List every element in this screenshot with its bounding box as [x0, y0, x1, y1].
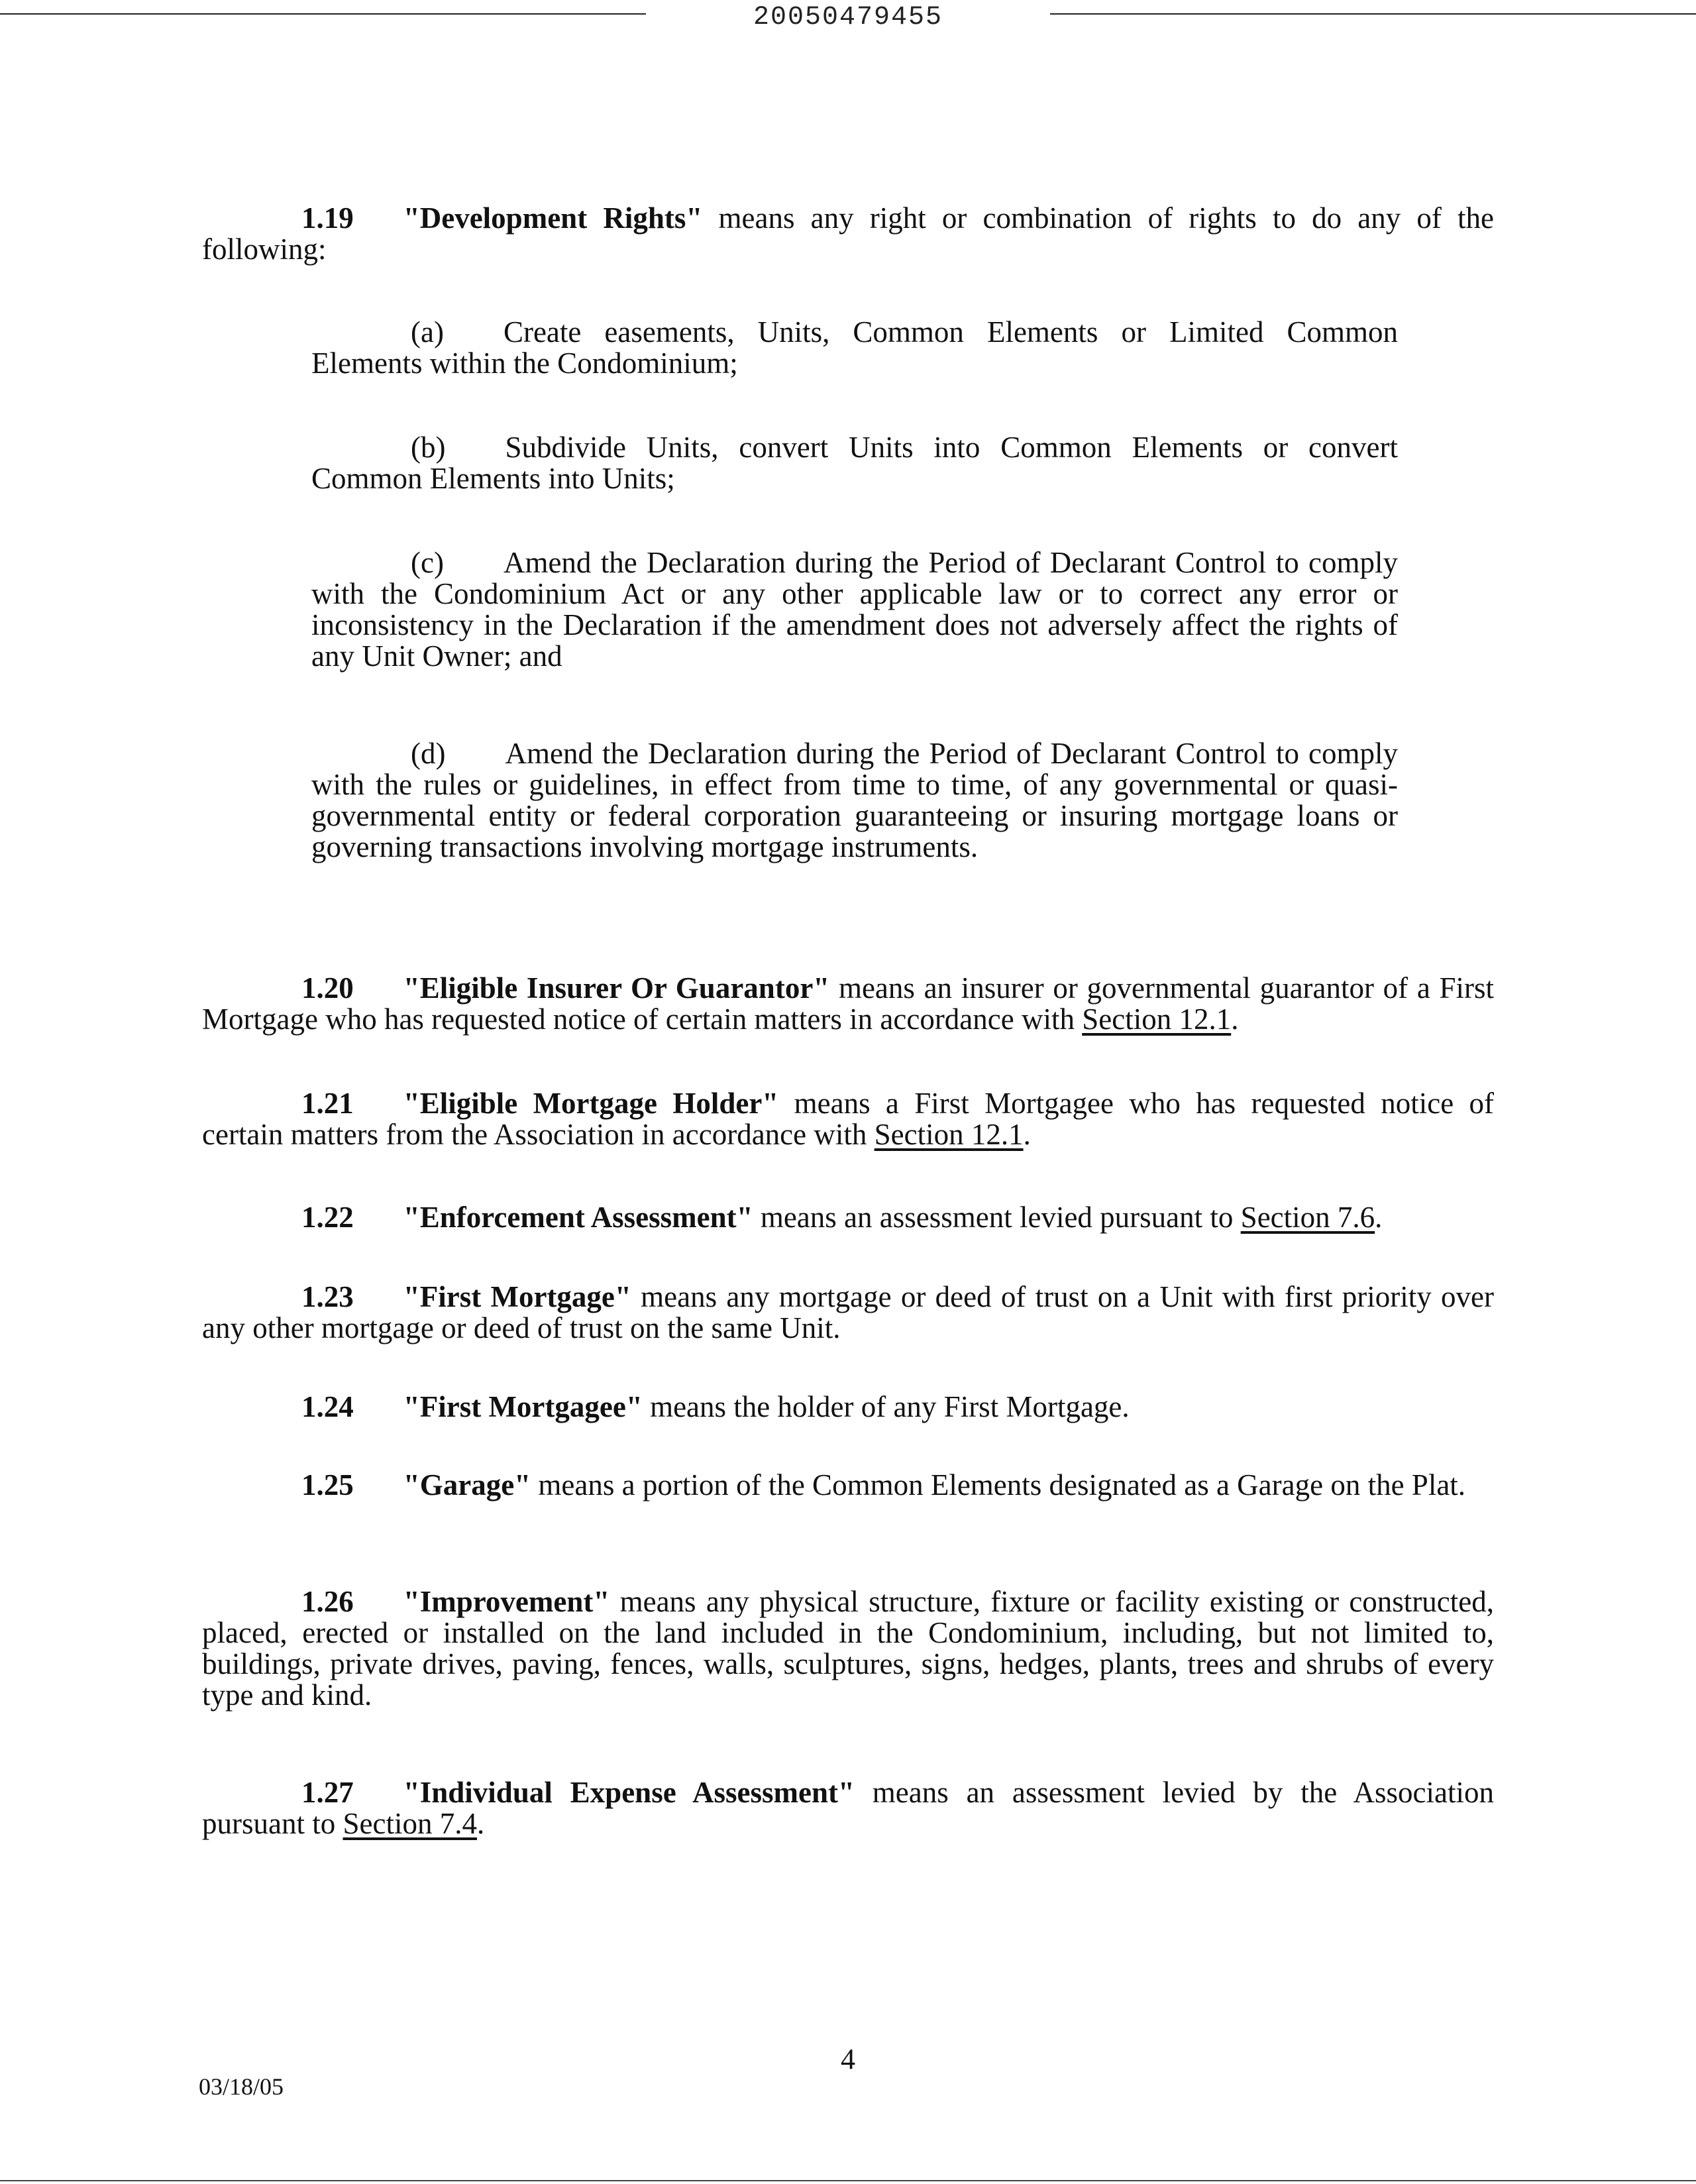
section-reference: Section 7.4	[343, 1807, 477, 1840]
period: .	[476, 1807, 485, 1840]
definition-text: means a portion of the Common Elements designated as a Garage on the Plat.	[531, 1468, 1466, 1502]
definition-text: means any mortgage or deed of trust on a Unit with first priority over any other mortgage or deed of trust on the same Unit.	[202, 1280, 1494, 1344]
definition-text: means any physical structure, fixture or facility existing or constructed, placed, erected or installed on the land included in the Condominium, including, but not limited to, buildings, private drives, paving, fences, walls, sculptures, signs, hedges, plants, trees and shrubs of every type and kind.	[202, 1585, 1494, 1712]
definition-1-27	[202, 1777, 1494, 1839]
defined-term: "Improvement"	[403, 1585, 610, 1618]
defined-term: "Development Rights"	[403, 201, 703, 235]
subitem-label: (a)	[411, 315, 444, 349]
subitem-d	[311, 738, 1398, 863]
section-number: 1.27	[301, 1776, 354, 1809]
subitem-text: Amend the Declaration during the Period of Declarant Control to comply with the rules or guidelines, in effect from time to time, of any governmental or quasi-governmental entity or federal corporation guaranteeing or insuring mortgage loans or governing transactions involving mortgage instruments.	[311, 737, 1398, 863]
bottom-rule	[0, 2180, 1696, 2181]
section-number: 1.22	[301, 1201, 354, 1234]
section-number: 1.24	[301, 1390, 354, 1423]
subitem-c	[311, 547, 1398, 672]
definition-text: means an assessment levied by the Association pursuant to	[202, 1776, 1494, 1840]
definition-1-24	[202, 1392, 1494, 1423]
definition-text: means the holder of any First Mortgage.	[642, 1390, 1130, 1423]
footer-date: 03/18/05	[199, 2073, 284, 2100]
section-number: 1.19	[301, 201, 354, 235]
period: .	[1023, 1118, 1031, 1151]
subitem-label: (c)	[411, 546, 444, 579]
section-number: 1.23	[301, 1280, 354, 1313]
definition-1-23	[202, 1282, 1494, 1344]
defined-term: "First Mortgage"	[403, 1280, 631, 1313]
subitem-text: Create easements, Units, Common Elements or Limited Common Elements within the Condominium;	[311, 315, 1398, 380]
defined-term: "First Mortgagee"	[403, 1390, 643, 1423]
page-number: 4	[841, 2043, 855, 2075]
subitem-label: (d)	[411, 737, 446, 770]
section-number: 1.21	[301, 1087, 354, 1120]
section-number: 1.25	[301, 1468, 354, 1502]
definition-text: means an assessment levied pursuant to	[753, 1201, 1241, 1234]
subitem-text: Subdivide Units, convert Units into Common Elements or convert Common Elements into Units;	[311, 431, 1398, 495]
defined-term: "Enforcement Assessment"	[403, 1201, 753, 1234]
defined-term: "Individual Expense Assessment"	[403, 1776, 855, 1809]
section-reference: Section 7.6	[1240, 1201, 1375, 1234]
defined-term: "Eligible Mortgage Holder"	[403, 1087, 779, 1120]
period: .	[1375, 1201, 1383, 1234]
definition-1-21	[202, 1088, 1494, 1150]
section-reference: Section 12.1	[874, 1118, 1024, 1151]
section-number: 1.20	[301, 971, 354, 1005]
definition-1-25	[202, 1470, 1494, 1501]
defined-term: "Eligible Insurer Or Guarantor"	[403, 971, 830, 1005]
definition-1-22	[202, 1202, 1494, 1233]
defined-term: "Garage"	[403, 1468, 531, 1502]
definition-text: means a First Mortgagee who has requested notice of certain matters from the Association in accordance with	[202, 1087, 1494, 1151]
section-number: 1.26	[301, 1585, 354, 1618]
definition-text: means any right or combination of rights to do any of the following:	[202, 201, 1494, 266]
definition-1-26	[202, 1586, 1494, 1711]
subitem-text: Amend the Declaration during the Period of Declarant Control to comply with the Condominium Act or any other applicable law or to correct any error or inconsistency in the Declaration if the amendment does not adversely affect the rights of any Unit Owner; and	[311, 546, 1398, 673]
definition-text: means an insurer or governmental guarantor of a First Mortgage who has requested notice of certain matters in accordance with	[202, 971, 1495, 1036]
definition-1-20	[202, 973, 1494, 1035]
document-number: 20050479455	[753, 3, 943, 32]
section-reference: Section 12.1	[1082, 1003, 1232, 1036]
subitem-a	[311, 317, 1398, 379]
subitem-label: (b)	[411, 431, 446, 464]
period: .	[1231, 1003, 1239, 1036]
subitem-b	[311, 432, 1398, 494]
definition-1-19	[202, 203, 1494, 265]
